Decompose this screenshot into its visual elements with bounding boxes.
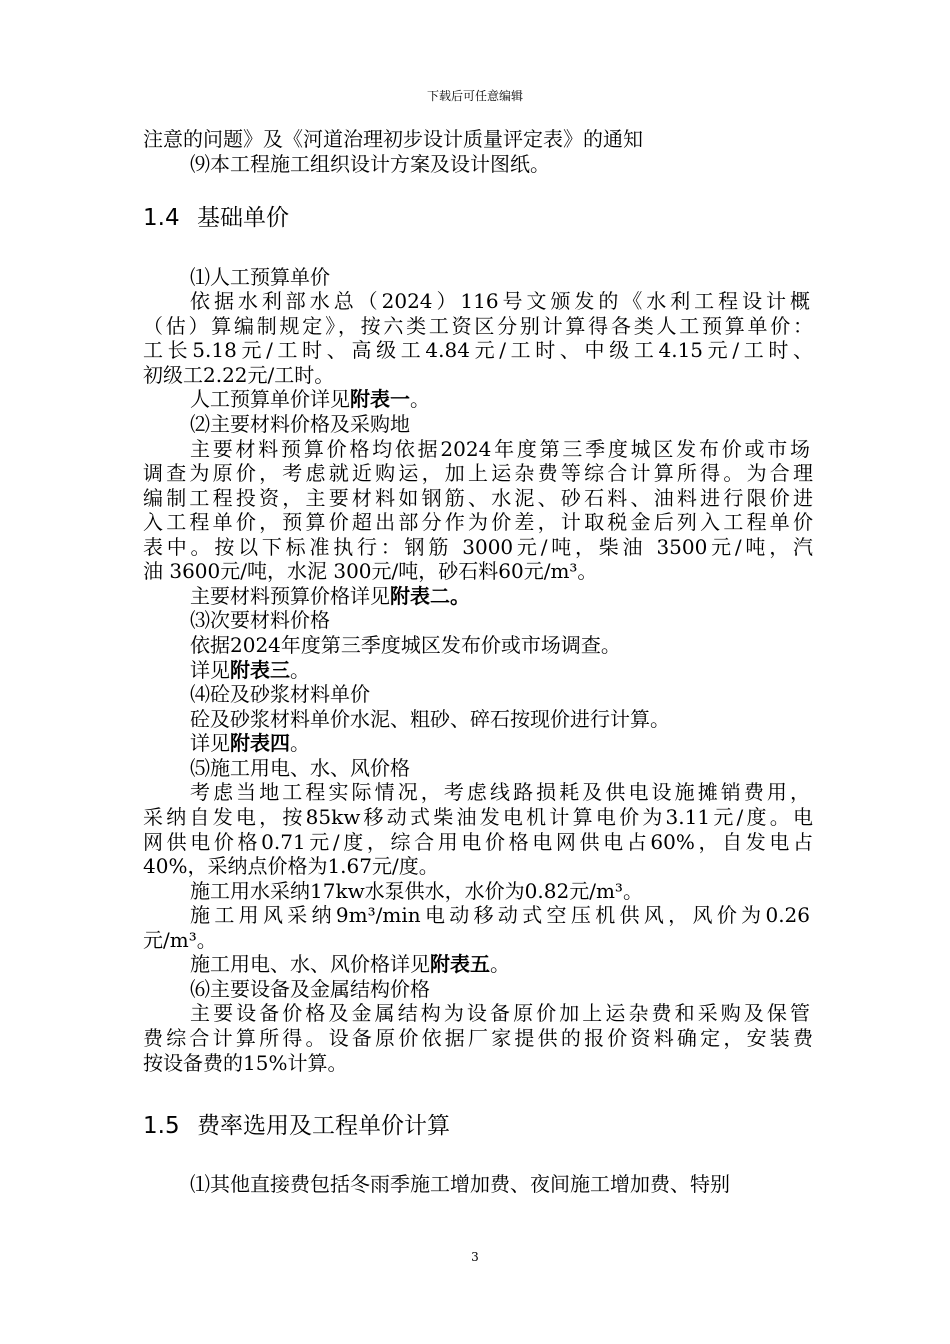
text-run: 。 xyxy=(410,387,430,411)
text-run: 人工预算单价详见 xyxy=(190,387,350,411)
body-line: 砼及砂浆材料单价水泥、粗砂、碎石按现价进行计算。 xyxy=(190,707,670,731)
body-line: 网供电价格0.71元/度，综合用电价格电网供电占60%，自发电占 xyxy=(143,830,813,854)
body-line: 费综合计算所得。设备原价依据厂家提供的报价资料确定，安装费 xyxy=(143,1026,813,1050)
text-run: 。 xyxy=(490,952,510,976)
body-line: 主要材料预算价格均依据2024年度第三季度城区发布价或市场 xyxy=(190,437,810,461)
text-run: 。 xyxy=(290,731,310,755)
subsection-title: ⑶次要材料价格 xyxy=(190,608,330,632)
body-line xyxy=(190,952,810,976)
body-line: 注意的问题》及《河道治理初步设计质量评定表》的通知 xyxy=(143,127,643,151)
body-line xyxy=(190,584,810,608)
body-line: ⑼本工程施工组织设计方案及设计图纸。 xyxy=(190,152,550,176)
body-line: 工长5.18元/工时、高级工4.84元/工时、中级工4.15元/工时、 xyxy=(143,338,813,362)
body-line: 按设备费的15%计算。 xyxy=(143,1051,348,1075)
text-run: 详见 xyxy=(190,731,230,755)
section-title: 费率选用及工程单价计算 xyxy=(197,1113,450,1139)
body-line xyxy=(190,387,810,411)
body-line: 施工用水采纳17kw水泵供水，水价为0.82元/m³。 xyxy=(190,879,643,903)
body-line: 考虑当地工程实际情况，考虑线路损耗及供电设施摊销费用， xyxy=(190,780,810,804)
appendix-ref: 附表五 xyxy=(430,952,490,976)
section-heading-1-5 xyxy=(143,1111,450,1141)
text-run: 施工用电、水、风价格详见 xyxy=(190,952,430,976)
appendix-ref: 附表二。 xyxy=(390,584,470,608)
body-line: 油 3600元/吨，水泥 300元/吨，砂石料60元/m³。 xyxy=(143,559,598,583)
body-line: 采纳自发电，按85kw移动式柴油发电机计算电价为3.11元/度。电 xyxy=(143,805,813,829)
body-line: 调查为原价，考虑就近购运，加上运杂费等综合计算所得。为合理 xyxy=(143,461,813,485)
appendix-ref: 附表四 xyxy=(230,731,290,755)
body-line: 编制工程投资，主要材料如钢筋、水泥、砂石料、油料进行限价进 xyxy=(143,486,813,510)
body-line: 主要设备价格及金属结构为设备原价加上运杂费和采购及保管 xyxy=(190,1001,810,1025)
subsection-title: ⑷砼及砂浆材料单价 xyxy=(190,682,370,706)
subsection-title: ⑴人工预算单价 xyxy=(190,265,330,289)
page-header: 下载后可任意编辑 xyxy=(426,89,523,103)
body-line: ⑴其他直接费包括冬雨季施工增加费、夜间施工增加费、特别 xyxy=(190,1172,730,1196)
body-line: 依据水利部水总（2024）116号文颁发的《水利工程设计概 xyxy=(190,289,810,313)
text-run: 主要材料预算价格详见 xyxy=(190,584,390,608)
body-line: 入工程单价，预算价超出部分作为价差，计取税金后列入工程单价 xyxy=(143,510,813,534)
body-line: 表中。按以下标准执行：钢筋 3000元/吨，柴油 3500元/吨，汽 xyxy=(143,535,813,559)
section-number: 1.5 xyxy=(143,1113,180,1139)
text-run: 。 xyxy=(290,658,310,682)
page-number: 3 xyxy=(471,1250,479,1264)
section-number: 1.4 xyxy=(143,205,180,231)
body-line: 初级工2.22元/工时。 xyxy=(143,363,335,387)
section-title: 基础单价 xyxy=(197,205,289,231)
body-line: （估）算编制规定》，按六类工资区分别计算得各类人工预算单价： xyxy=(143,314,813,338)
body-line: 40%，采纳点价格为1.67元/度。 xyxy=(143,854,439,878)
subsection-title: ⑸施工用电、水、风价格 xyxy=(190,756,410,780)
body-line: 元/m³。 xyxy=(143,928,217,952)
body-line: 依据2024年度第三季度城区发布价或市场调查。 xyxy=(190,633,621,657)
subsection-title: ⑵主要材料价格及采购地 xyxy=(190,412,410,436)
body-line xyxy=(190,658,810,682)
appendix-ref: 附表一 xyxy=(350,387,410,411)
subsection-title: ⑹主要设备及金属结构价格 xyxy=(190,977,430,1001)
appendix-ref: 附表三 xyxy=(230,658,290,682)
section-heading-1-4 xyxy=(143,203,289,233)
body-line xyxy=(190,731,810,755)
body-line: 施工用风采纳9m³/min电动移动式空压机供风，风价为0.26 xyxy=(190,903,810,927)
text-run: 详见 xyxy=(190,658,230,682)
